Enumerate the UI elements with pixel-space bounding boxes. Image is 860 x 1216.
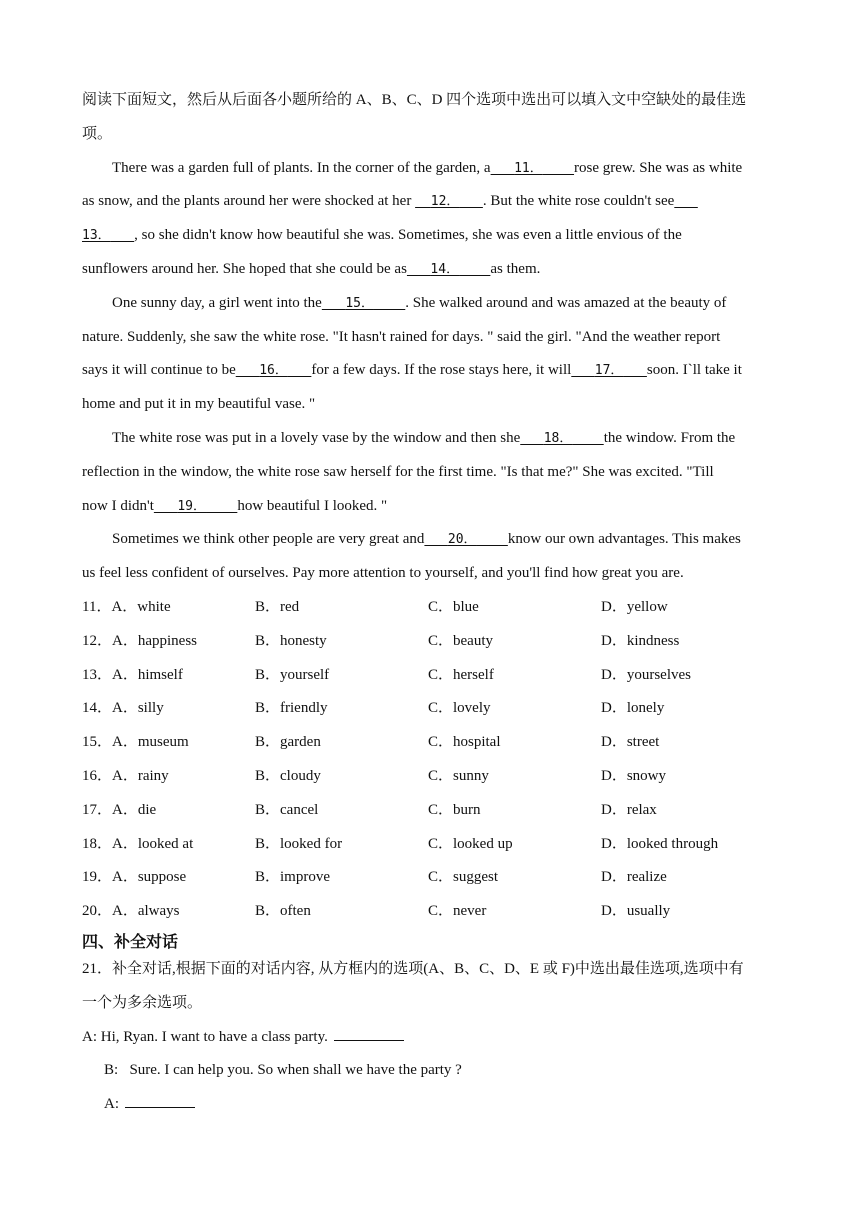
passage-p1-line-2: as snow, and the plants around her were shocked at her 12． . But the white rose couldn't see: [82, 185, 782, 219]
blank-17: 17．: [594, 363, 624, 379]
blank-19: 19．: [177, 498, 207, 514]
passage-p2-line-3: says it will continue to be 16． for a few days. If the rose stays here, it will 17． soon. I`ll take it: [82, 354, 782, 388]
passage-p1-line-4: sunflowers around her. She hoped that she could be as 14． as them.: [82, 253, 782, 287]
option-b[interactable]: B．often: [255, 903, 311, 920]
option-b[interactable]: B．cloudy: [255, 767, 321, 784]
option-d[interactable]: D．yourselves: [601, 666, 691, 683]
question-row: 12．A．happiness B．honesty C．beauty D．kindness: [82, 625, 782, 659]
question-options-list: [82, 591, 782, 929]
option-b[interactable]: B．garden: [255, 734, 321, 751]
section-title: 四、补全对话: [82, 931, 179, 951]
passage-p4-line-2: us feel less confident of ourselves. Pay more attention to yourself, and you'll find how great you are.: [82, 565, 684, 582]
passage-p2-line-2: nature. Suddenly, she saw the white rose. "It hasn't rained for days. " said the girl. "And the weather report: [82, 328, 721, 345]
dialog-line-2: B: Sure. I can help you. So when shall we have the party ?: [104, 1062, 462, 1079]
q21-instructions-line-2: 一个为多余选项。: [82, 994, 203, 1011]
dialog-line-3: A:: [82, 1088, 782, 1122]
option-c[interactable]: C．blue: [428, 598, 479, 615]
document-page: [82, 84, 782, 1122]
option-a[interactable]: A．looked at: [112, 835, 194, 852]
passage-p3-line-1: The white rose was put in a lovely vase by the window and then she 18． the window. From the: [82, 422, 782, 456]
option-b[interactable]: B．yourself: [255, 666, 330, 683]
option-a[interactable]: A．die: [112, 801, 157, 818]
option-a[interactable]: A．always: [112, 903, 180, 920]
blank-15: 15．: [345, 295, 374, 311]
option-d[interactable]: D．yellow: [601, 598, 668, 615]
passage-p1-line-3: 13． , so she didn't know how beautiful she was. Sometimes, she was even a little envious of the: [82, 219, 782, 253]
passage-p3-line-3: now I didn't 19． how beautiful I looked. ": [82, 490, 782, 524]
question-row: 11．A．white B．red C．blue D．yellow: [82, 591, 782, 625]
question-row: 14．A．silly B．friendly C．lovely D．lonely: [82, 692, 782, 726]
passage-p3-line-2: reflection in the window, the white rose saw herself for the first time. "Is that me?" She was excited. "Till: [82, 463, 714, 480]
option-d[interactable]: D．realize: [601, 869, 667, 886]
blank-13: 13．: [82, 228, 111, 244]
q21-instructions-line-1: 21．补全对话,根据下面的对话内容, 从方框内的选项(A、B、C、D、E 或 F)中选出最佳选项,选项中有: [82, 960, 744, 977]
blank-20: 20．: [447, 532, 477, 548]
option-c[interactable]: C．suggest: [428, 869, 499, 886]
question-row: 18．A．looked at B．looked for C．looked up D．looked through: [82, 828, 782, 862]
blank-14: 14．: [430, 261, 460, 277]
blank-18: 18．: [543, 430, 573, 446]
question-row: 17．A．die B．cancel C．burn D．relax: [82, 794, 782, 828]
option-b[interactable]: B．improve: [255, 869, 330, 886]
option-a[interactable]: A．happiness: [112, 632, 198, 649]
blank-16: 16．: [259, 363, 288, 379]
answer-blank[interactable]: [125, 1093, 195, 1108]
option-c[interactable]: C．hospital: [428, 734, 501, 751]
option-c[interactable]: C．burn: [428, 801, 481, 818]
option-b[interactable]: B．cancel: [255, 801, 319, 818]
question-row: 16．A．rainy B．cloudy C．sunny D．snowy: [82, 760, 782, 794]
option-c[interactable]: C．lovely: [428, 700, 491, 717]
option-c[interactable]: C．never: [428, 903, 487, 920]
passage-p2-line-4: home and put it in my beautiful vase. ": [82, 396, 316, 413]
option-a[interactable]: A．rainy: [112, 767, 169, 784]
option-d[interactable]: D．snowy: [601, 767, 667, 784]
answer-blank[interactable]: [334, 1026, 404, 1041]
option-b[interactable]: B．red: [255, 598, 300, 615]
question-row: 19．A．suppose B．improve C．suggest D．realize: [82, 861, 782, 895]
passage-p4-line-1: Sometimes we think other people are very great and 20． know our own advantages. This makes: [82, 523, 782, 557]
option-a[interactable]: A．museum: [112, 734, 189, 751]
instructions-line-2: 项。: [82, 125, 113, 142]
option-a[interactable]: A．suppose: [112, 869, 187, 886]
question-row: 13．A．himself B．yourself C．herself D．yourselves: [82, 659, 782, 693]
option-d[interactable]: D．kindness: [601, 632, 680, 649]
option-c[interactable]: C．beauty: [428, 632, 493, 649]
passage-p1-line-1: There was a garden full of plants. In the corner of the garden, a 11． rose grew. She was as white: [82, 152, 782, 186]
question-row: 15．A．museum B．garden C．hospital D．street: [82, 726, 782, 760]
option-a[interactable]: A．himself: [112, 666, 183, 683]
question-row: 20．A．always B．often C．never D．usually: [82, 895, 782, 929]
blank-11: 11．: [514, 160, 543, 176]
option-d[interactable]: D．looked through: [601, 835, 719, 852]
option-b[interactable]: B．looked for: [255, 835, 343, 852]
option-d[interactable]: D．relax: [601, 801, 657, 818]
passage-p2-line-1: One sunny day, a girl went into the 15． . She walked around and was amazed at the beauty of: [82, 287, 782, 321]
option-d[interactable]: D．usually: [601, 903, 671, 920]
option-d[interactable]: D．street: [601, 734, 660, 751]
option-c[interactable]: C．herself: [428, 666, 494, 683]
option-a[interactable]: A．white: [111, 598, 171, 615]
dialog-line-1: A: Hi, Ryan. I want to have a class party.: [82, 1021, 782, 1055]
option-d[interactable]: D．lonely: [601, 700, 665, 717]
option-c[interactable]: C．looked up: [428, 835, 513, 852]
blank-12: 12．: [430, 194, 460, 210]
option-c[interactable]: C．sunny: [428, 767, 489, 784]
option-a[interactable]: A．silly: [112, 700, 164, 717]
instructions-line-1: 阅读下面短文，然后从后面各小题所给的 A、B、C、D 四个选项中选出可以填入文中空缺处的最佳选: [82, 92, 747, 108]
option-b[interactable]: B．friendly: [255, 700, 328, 717]
option-b[interactable]: B．honesty: [255, 632, 327, 649]
